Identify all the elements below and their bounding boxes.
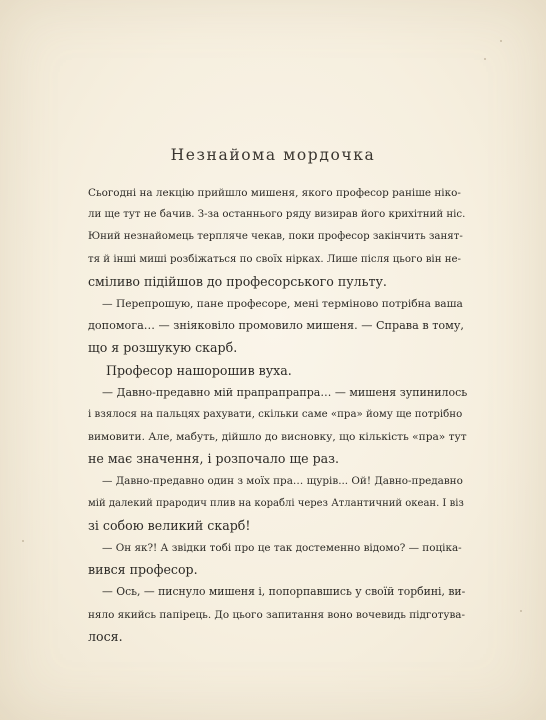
text-line: — Давно-предавно один з моїх пра… щурів... Ой! Давно-предавно <box>102 475 463 488</box>
story-text <box>88 182 468 648</box>
text-line: — Перепрошую, пане професоре, мені терміново потрібна ваша <box>102 297 463 310</box>
text-line: Професор нашорошив вуха. <box>106 362 292 378</box>
text-line: — Давно-предавно мій прапрапрапра… — мишеня зупинилось <box>102 385 468 399</box>
paper-speck <box>520 610 522 612</box>
text-line: Юний незнайомець терпляче чекав, поки професор закінчить занят- <box>88 231 463 243</box>
text-line: вився професор. <box>88 562 198 578</box>
paper-speck <box>484 58 486 60</box>
text-line: — Он як?! А звідки тобі про це так достеменно відомо? — поціка- <box>102 542 462 554</box>
text-line: мій далекий прародич плив на кораблі через Атлантичний океан. І віз <box>88 497 464 509</box>
text-line: няло якийсь папірець. До цього запитання воно вочевидь підготува- <box>88 608 466 621</box>
text-line: не має значення, і розпочало ще раз. <box>88 451 340 467</box>
text-line: допомога… — зніяковіло промовило мишеня. — Справа в тому, <box>88 319 464 333</box>
text-line: що я розшукую скарб. <box>88 340 238 356</box>
text-line: — Ось, — писнуло мишеня і, попорпавшись у своїй торбині, ви- <box>102 585 466 599</box>
text-line: і взялося на пальцях рахувати, скільки саме «пра» йому ще потрібно <box>88 408 463 420</box>
text-line: ли ще тут не бачив. З-за останнього ряду визирав його крихітний ніс. <box>88 209 466 221</box>
chapter-title: Незнайома мордочка <box>170 146 376 164</box>
paper-speck <box>22 540 24 542</box>
text-line: вимовити. Але, мабуть, дійшло до висновку, що кількість «пра» тут <box>88 431 467 444</box>
text-line: лося. <box>88 628 123 644</box>
text-line: зі собою великий скарб! <box>88 517 251 533</box>
text-line: тя й інші миші розбіжаться по своїх нірках. Лише після цього він не- <box>88 253 461 265</box>
text-line: Сьогодні на лекцію прийшло мишеня, якого професор раніше ніко- <box>88 187 461 199</box>
text-line: сміливо підійшов до професорського пульту. <box>88 273 387 289</box>
paper-speck <box>500 40 502 42</box>
